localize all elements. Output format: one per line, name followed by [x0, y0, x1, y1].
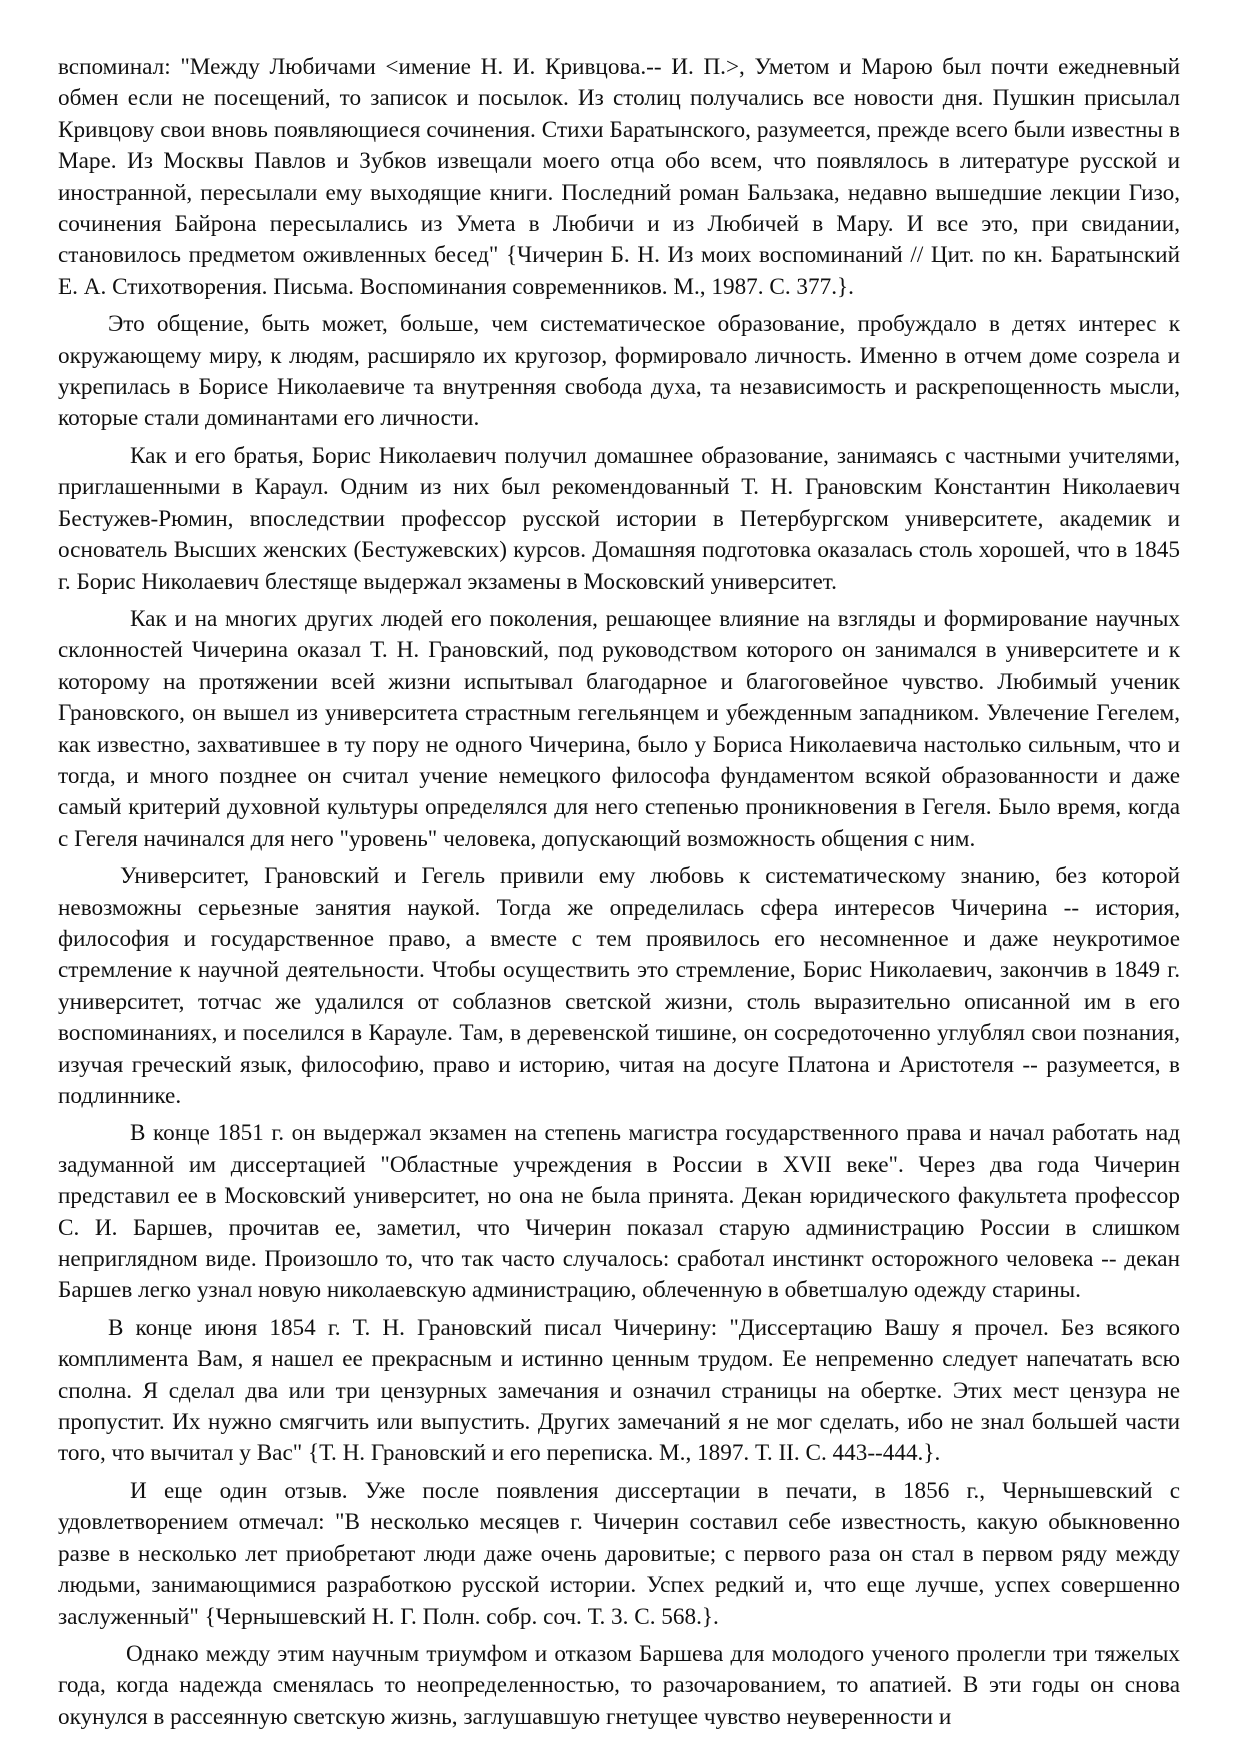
paragraph: Как и его братья, Борис Николаевич получил домашнее образование, занимаясь с частными учителями, приглашенными в Караул. Одним из них был рекомендованный Т. Н. Грановским Константин Николаевич Бестужев-Рюмин, впоследствии профессор русской истории в Петербургском университете, академик и основатель Высших женских (Бестужевских) курсов. Домашняя подготовка оказалась столь хорошей, что в 1845 г. Борис Николаевич блестяще выдержал экзамены в Московский университет. [58, 442, 1180, 595]
paragraph: Однако между этим научным триумфом и отказом Баршева для молодого ученого пролегли три тяжелых года, когда надежда сменялась то неопределенностью, то разочарованием, то апатией. В эти годы он снова окунулся в рассеянную светскую жизнь, заглушавшую гнетущее чувство неуверенности и [58, 1640, 1180, 1730]
paragraph: И еще один отзыв. Уже после появления диссертации в печати, в 1856 г., Чернышевский с удовлетворением отмечал: "В несколько месяцев г. Чичерин составил себе известность, какую обыкновенно разве в несколько лет приобретают люди даже очень даровитые; с первого раза он стал в первом ряду между людьми, занимающимися разработкою русской истории. Успех редкий и, что еще лучше, успех совершенно заслуженный" {Чернышевский Н. Г. Полн. собр. соч. Т. 3. С. 568.}. [58, 1477, 1180, 1630]
paragraph: Это общение, быть может, больше, чем систематическое образование, пробуждало в детях интерес к окружающему миру, к людям, расширяло их кругозор, формировало личность. Именно в отчем доме созрела и укрепилась в Борисе Николаевиче та внутренняя свобода духа, та независимость и раскрепощенность мысли, которые стали доминантами его личности. [58, 311, 1180, 432]
document-page [58, 52, 1180, 1739]
paragraph: В конце июня 1854 г. Т. Н. Грановский писал Чичерину: "Диссертацию Вашу я прочел. Без всякого комплимента Вам, я нашел ее прекрасным и истинно ценным трудом. Ее непременно следует напечатать всю сполна. Я сделал два или три цензурных замечания и означил страницы на обертке. Этих мест цензура не пропустит. Их нужно смягчить или выпустить. Других замечаний я не мог сделать, ибо не знал большей части того, что вычитал у Вас" {Т. Н. Грановский и его переписка. М., 1897. Т. II. С. 443--444.}. [58, 1314, 1180, 1467]
paragraph: В конце 1851 г. он выдержал экзамен на степень магистра государственного права и начал работать над задуманной им диссертацией "Областные учреждения в России в XVII веке". Через два года Чичерин представил ее в Московский университет, но она не была принята. Декан юридического факультета профессор С. И. Баршев, прочитав ее, заметил, что Чичерин показал старую администрацию России в слишком неприглядном виде. Произошло то, что так часто случалось: сработал инстинкт осторожного человека -- декан Баршев легко узнал новую николаевскую администрацию, облеченную в обветшалую одежду старины. [58, 1120, 1180, 1304]
paragraph: Университет, Грановский и Гегель привили ему любовь к систематическому знанию, без которой невозможны серьезные занятия наукой. Тогда же определилась сфера интересов Чичерина -- история, философия и государственное право, а вместе с тем проявилось его несомненное и даже неукротимое стремление к научной деятельности. Чтобы осуществить это стремление, Борис Николаевич, закончив в 1849 г. университет, тотчас же удалился от соблазнов светской жизни, столь выразительно описанной им в его воспоминаниях, и поселился в Карауле. Там, в деревенской тишине, он сосредоточенно углублял свои познания, изучая греческий язык, философию, право и историю, читая на досуге Платона и Аристотеля -- разумеется, в подлиннике. [58, 863, 1180, 1109]
paragraph: вспоминал: "Между Любичами <имение Н. И. Кривцова.-- И. П.>, Уметом и Марою был почти ежедневный обмен если не посещений, то записок и посылок. Из столиц получались все новости дня. Пушкин присылал Кривцову свои вновь появляющиеся сочинения. Стихи Баратынского, разумеется, прежде всего были известны в Маре. Из Москвы Павлов и Зубков извещали моего отца обо всем, что появлялось в литературе русской и иностранной, пересылали ему выходящие книги. Последний роман Бальзака, недавно вышедшие лекции Гизо, сочинения Байрона пересылались из Умета в Любичи и из Любичей в Мару. И все это, при свидании, становилось предметом оживленных бесед" {Чичерин Б. Н. Из моих воспоминаний // Цит. по кн. Баратынский Е. А. Стихотворения. Письма. Воспоминания современников. М., 1987. С. 377.}. [58, 54, 1180, 300]
paragraph: Как и на многих других людей его поколения, решающее влияние на взгляды и формирование научных склонностей Чичерина оказал Т. Н. Грановский, под руководством которого он занимался в университете и к которому на протяжении всей жизни испытывал благодарное и благоговейное чувство. Любимый ученик Грановского, он вышел из университета страстным гегельянцем и убежденным западником. Увлечение Гегелем, как известно, захватившее в ту пору не одного Чичерина, было у Бориса Николаевича настолько сильным, что и тогда, и много позднее он считал учение немецкого философа фундаментом всякой образованности и даже самый критерий духовной культуры определялся для него степенью проникновения в Гегеля. Было время, когда с Гегеля начинался для него "уровень" человека, допускающий возможность общения с ним. [58, 605, 1180, 852]
